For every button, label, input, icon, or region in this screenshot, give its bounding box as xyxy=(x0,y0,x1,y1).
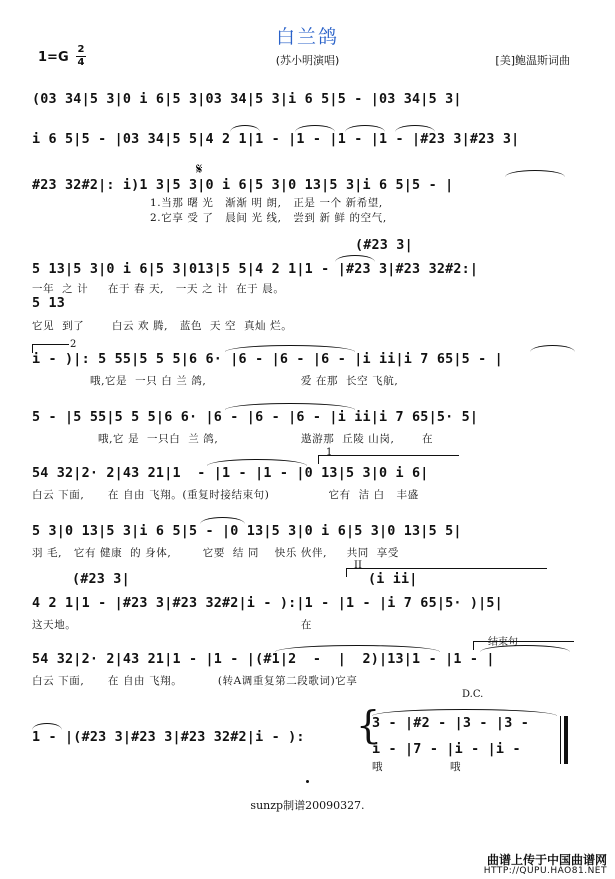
lyric-row-6: 哦,它 是 一只白 兰 鸽, 遨游那 丘陵 山岗, 在 xyxy=(98,433,434,445)
slur-mark xyxy=(275,645,440,652)
slur-mark xyxy=(230,125,260,132)
slur-mark xyxy=(335,255,375,262)
lyric-row-8: 羽 毛, 它有 健康 的 身体, 它要 结 同 快乐 伙伴, 共同 享受 xyxy=(32,547,399,559)
slur-mark xyxy=(530,345,575,352)
slur-mark xyxy=(395,125,435,132)
brace-icon: { xyxy=(356,703,381,747)
coda-marker: 结束句 xyxy=(488,637,518,648)
score-row-11: 1 - |(#23 3|#23 3|#23 32#2|i - ): xyxy=(32,730,305,745)
transcriber-credit: sunzp制谱20090327. xyxy=(250,799,365,812)
score-row-8: 5 3|0 13|5 3|i 6 5|5 - |0 13|5 3|0 i 6|5 3|0 13|5 5| xyxy=(32,524,462,539)
final-barline-thick xyxy=(564,716,568,764)
score-row-5: i - )|: 5 55|5 5 5|6 6· |6 - |6 - |6 - |i ii|i 7 65|5 - | xyxy=(32,352,503,367)
slur-mark xyxy=(505,170,565,177)
score-row-9-pickup: (#23 3| xyxy=(72,572,130,587)
song-title: 白兰鸽 xyxy=(275,26,339,48)
lyric-row-3-verse-2: 2.它享 受 了 晨间 光 线, 尝到 新 鲜 的空气, xyxy=(150,212,387,224)
time-signature-top: 2 xyxy=(77,44,85,55)
slur-mark xyxy=(480,645,570,652)
volta-1-bracket xyxy=(318,455,459,464)
lyric-row-3-verse-1: 1.当那 曙 光 渐渐 明 朗, 正是 一个 新希望, xyxy=(150,197,383,209)
slur-mark xyxy=(345,125,385,132)
score-row-4-pickup: (#23 3| xyxy=(355,238,413,253)
score-row-6: 5 - |5 55|5 5 5|6 6· |6 - |6 - |6 - |i ii|i 7 65|5· 5| xyxy=(32,410,479,425)
slur-mark xyxy=(225,345,355,352)
segno-icon: 𝄋 xyxy=(196,160,203,178)
lyric-row-7: 白云 下面, 在 自由 飞翔。(重复时接结束句) 它有 洁 白 丰盛 xyxy=(32,489,419,501)
slur-mark xyxy=(295,125,335,132)
watermark-site-url: HTTP://QUPU.HAO81.NET xyxy=(483,866,607,876)
lyricist-composer-credit: [美]鲍温斯词曲 xyxy=(495,54,570,67)
da-capo-mark: D.C. xyxy=(462,689,484,700)
score-row-9: 4 2 1|1 - |#23 3|#23 32#2|i - ):|1 - |1 - |i 7 65|5· )|5| xyxy=(32,596,503,611)
score-row-11-lower: i - |7 - |i - |i - xyxy=(372,742,529,757)
slur-mark xyxy=(200,517,245,524)
score-row-10: 54 32|2· 2|43 21|1 - |1 - |(#1|2 - | 2)|13|1 - |1 - | xyxy=(32,652,495,667)
score-row-4-alt: 5 13 xyxy=(32,296,66,311)
score-row-7: 54 32|2· 2|43 21|1 - |1 - |1 - |0 13|5 3|0 i 6| xyxy=(32,466,429,481)
volta-II-marker: II xyxy=(354,560,362,571)
dot-mark xyxy=(306,780,309,783)
singer-credit: (苏小明演唱) xyxy=(275,54,340,67)
volta-1-marker: 1 xyxy=(326,447,333,458)
lyric-row-11: 哦 哦 xyxy=(372,761,462,773)
score-row-1: (03 34|5 3|0 i 6|5 3|03 34|5 3|i 6 5|5 - |03 34|5 3| xyxy=(32,92,462,107)
score-row-9-pickup-2: (i ii| xyxy=(368,572,418,587)
key-signature: 1=G xyxy=(38,50,69,65)
volta-2-marker: 2 xyxy=(70,339,77,350)
lyric-row-4-verse-2: 它见 到了 白云 欢 腾, 蓝色 天 空 真灿 烂。 xyxy=(32,320,293,332)
slur-mark xyxy=(207,459,307,466)
slur-mark xyxy=(32,723,62,730)
score-row-11-upper: 3 - |#2 - |3 - |3 - xyxy=(372,716,538,731)
score-row-3: #23 32#2|: i)1 3|5 3|0 i 6|5 3|0 13|5 3|i 6 5|5 - | xyxy=(32,178,454,193)
lyric-row-4-verse-1: 一年 之 计 在于 春 天, 一天 之 计 在于 晨。 xyxy=(32,283,285,295)
lyric-row-5: 哦,它是 一只 白 兰 鸽, 爱 在那 长空 飞航, xyxy=(90,375,399,387)
watermark-site-name: 曲谱上传于中国曲谱网 xyxy=(486,853,607,867)
final-barline-thin xyxy=(560,716,561,764)
time-signature-bottom: 4 xyxy=(77,57,85,68)
slur-mark xyxy=(372,709,557,716)
lyric-row-10: 白云 下面, 在 自由 飞翔。 (转A调重复第二段歌词)它享 xyxy=(32,675,358,687)
score-row-4: 5 13|5 3|0 i 6|5 3|013|5 5|4 2 1|1 - |#23 3|#23 32#2:| xyxy=(32,262,479,277)
lyric-row-9: 这天地。 在 xyxy=(32,619,312,631)
score-row-2: i 6 5|5 - |03 34|5 5|4 2 1|1 - |1 - |1 - |1 - |#23 3|#23 3| xyxy=(32,132,520,147)
slur-mark xyxy=(225,403,355,410)
